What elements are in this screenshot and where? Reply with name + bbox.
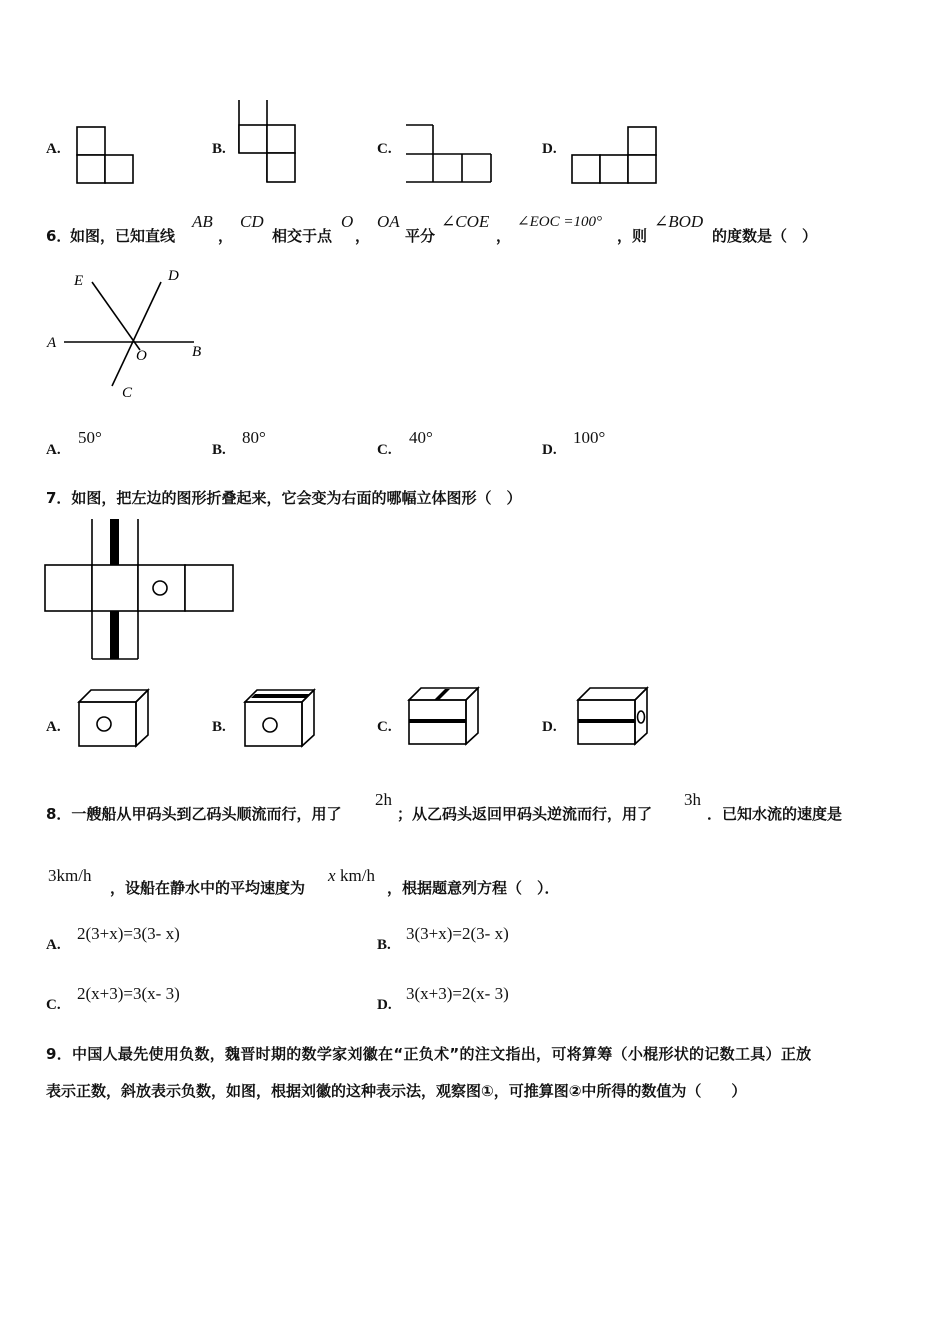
q6-figure-label-d: D: [168, 268, 179, 284]
q7-net-figure: [44, 518, 238, 664]
q6-sep-2: ，: [355, 227, 371, 245]
q6-figure-label-o: O: [136, 348, 147, 364]
q8-option-b-label[interactable]: B.: [377, 937, 391, 953]
q7-option-a-cube: [76, 688, 152, 750]
q6-option-b-label[interactable]: B.: [212, 442, 226, 458]
q6-option-d-value: 100°: [573, 428, 606, 447]
q5-option-c-label[interactable]: C.: [377, 141, 392, 157]
q9-text-line-2: 表示正数，斜放表示负数，如图，根据刘徽的这种表示法，观察图①，可推算图②中所得的数值为（ ）: [46, 1082, 747, 1100]
q5-option-b-figure: [238, 100, 300, 186]
q7-text: 7．如图，把左边的图形折叠起来，它会变为右面的哪幅立体图形（ ）: [46, 489, 522, 507]
q6-angle-coe: ∠COE: [441, 212, 490, 231]
q6-figure-label-e: E: [74, 273, 84, 289]
q6-figure-label-c: C: [122, 385, 133, 401]
q7-option-b-label[interactable]: B.: [212, 719, 226, 735]
q6-point-o: O: [341, 212, 354, 231]
q6-text-1: 如图，已知直线: [70, 227, 176, 245]
q6-option-c-value: 40°: [409, 428, 433, 447]
q6-angle-eoc: ∠EOC =100°: [517, 214, 602, 230]
q7-option-d-label[interactable]: D.: [542, 719, 557, 735]
q5-option-d-label[interactable]: D.: [542, 141, 557, 157]
q8-option-a-equation: 2(3+x)=3(3- x): [77, 924, 180, 943]
q7-option-c-cube: [406, 686, 482, 750]
q5-option-a-label[interactable]: A.: [46, 141, 61, 157]
q7-option-d-cube: [575, 686, 653, 750]
q6-option-a-label[interactable]: A.: [46, 442, 61, 458]
q8-text-1a: 8．一艘船从甲码头到乙码头顺流而行，用了: [46, 805, 342, 823]
q6-option-b-value: 80°: [242, 428, 266, 447]
q8-text-1c: ．已知水流的速度是: [707, 805, 843, 823]
q7-option-b-cube: [242, 688, 318, 750]
q6-option-a-value: 50°: [78, 428, 102, 447]
q5-option-c-figure: [405, 124, 495, 186]
q8-option-b-equation: 3(3+x)=2(3- x): [406, 924, 509, 943]
q6-text-5: 的度数是（ ）: [712, 227, 818, 245]
q7-option-a-label[interactable]: A.: [46, 719, 61, 735]
q6-figure-label-a: A: [47, 335, 57, 351]
q6-figure-label-b: B: [192, 344, 202, 360]
q8-variable-unit: km/h: [340, 866, 375, 885]
q6-sep-1: ，: [218, 227, 234, 245]
q8-text-2b: ，根据题意列方程（ ）．: [387, 879, 560, 897]
q6-text-4: ，则: [617, 227, 648, 245]
q8-option-a-label[interactable]: A.: [46, 937, 61, 953]
q6-number: 6．: [46, 227, 72, 245]
q6-ray-oa: OA: [377, 212, 400, 231]
q8-option-d-equation: 3(x+3)=2(x- 3): [406, 984, 509, 1003]
q6-text-2: 相交于点: [272, 227, 333, 245]
q7-option-c-label[interactable]: C.: [377, 719, 392, 735]
q8-variable-x: x: [328, 866, 336, 885]
q5-option-d-figure: [571, 126, 661, 186]
q8-option-c-equation: 2(x+3)=3(x- 3): [77, 984, 180, 1003]
q9-text-line-1: 9．中国人最先使用负数，魏晋时期的数学家刘徽在“正负术”的注文指出，可将算筹（小棍形状的记数工具）正放: [46, 1045, 812, 1063]
q8-time-2h: 2h: [375, 790, 392, 809]
q6-sep-3: ，: [496, 227, 512, 245]
q8-option-d-label[interactable]: D.: [377, 997, 392, 1013]
q6-figure: [44, 262, 224, 407]
q6-option-d-label[interactable]: D.: [542, 442, 557, 458]
q6-line-cd: CD: [240, 212, 264, 231]
q8-option-c-label[interactable]: C.: [46, 997, 61, 1013]
q8-time-3h: 3h: [684, 790, 701, 809]
q8-current-speed: 3km/h: [48, 866, 92, 885]
q5-option-a-figure: [76, 126, 136, 186]
q8-text-1b: ；从乙码头返回甲码头逆流而行，用了: [397, 805, 653, 823]
q8-text-2a: ，设船在静水中的平均速度为: [110, 879, 306, 897]
q6-angle-bod: ∠BOD: [654, 212, 704, 231]
q6-line-ab: AB: [192, 212, 213, 231]
q5-option-b-label[interactable]: B.: [212, 141, 226, 157]
q6-text-3: 平分: [405, 227, 436, 245]
q6-option-c-label[interactable]: C.: [377, 442, 392, 458]
